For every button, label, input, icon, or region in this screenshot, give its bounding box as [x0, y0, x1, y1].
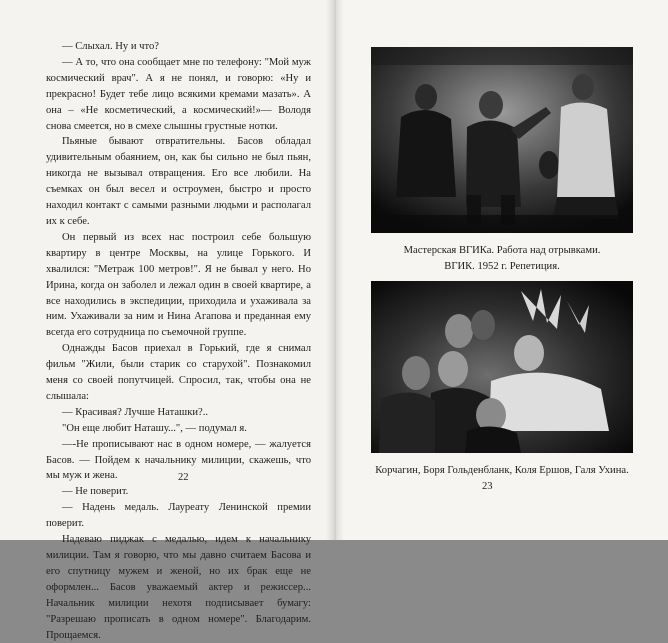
paragraph: — Слыхал. Ну и что? — [62, 41, 159, 52]
paragraph: Однажды Басов приехал в Горький, где я снимал фильм "Жили, были старик со старухой". Познакомил меня со своей попутчицей. Спросил, так, чтобы она не слышала: — [46, 343, 311, 402]
page-number-left: 22 — [178, 472, 189, 483]
paragraph: — Не поверит. — [62, 486, 129, 498]
photo-caption-2: Корчагин, Боря Гольденбланк, Коля Ершов, Галя Ухина. — [375, 465, 629, 476]
paragraph: — А то, что она сообщает мне по телефону: "Мой муж космический врач". А я не понял, и говорю: «Ну и прекрасно! Будет тебе лицо всякими кремами мазать». А она – «Не косметический, а космический!»— Володя снова смеется, но в смехе слышны грустные нотки. — [46, 56, 311, 132]
group-photo — [371, 281, 633, 453]
paragraph: Надеваю пиджак с медалью, идем к начальнику милиции. Там я говорю, что мы давно считаем Басова и его спутницу мужем и женой, но их брак еще не оформлен... Басов уважаемый актер и режиссер... Начальник милиции нехотя подписывает бумагу: "Разрешаю прописать в одном номере". Благодарим. Прощаемся. — [46, 534, 311, 641]
left-page — [0, 0, 334, 641]
caption-line: ВГИК. 1952 г. Репетиция. — [444, 260, 560, 272]
paragraph: Пьяные бывают отвратительны. Басов обладал удивительным обаянием, он, как бы сильно не был пьян, никогда не вызывал отвращения. Его все любили. На съемках он был весел и остроумен, быстро и просто находил контакт с самыми разными людьми и располагал их к себе. — [46, 136, 311, 227]
page-number-right: 23 — [482, 481, 493, 492]
book-gutter-shadow — [326, 0, 344, 540]
paragraph: — Надень медаль. Лауреату Ленинской премии поверит. — [46, 502, 311, 530]
paragraph: "Он еще любит Наташу...", — подумал я. — [62, 422, 247, 434]
body-text — [46, 39, 311, 643]
paragraph: — Красивая? Лучше Наташки?.. — [62, 406, 209, 418]
right-page — [334, 0, 668, 540]
paragraph: —-Не прописывают нас в одном номере, — жалуется Басов. — Пойдем к начальнику милиции, скажешь, что мы муж и жена. — [46, 438, 311, 482]
photo-caption-1 — [354, 243, 650, 274]
caption-line: Мастерская ВГИКа. Работа над отрывками. — [403, 245, 601, 256]
rehearsal-photo — [371, 47, 633, 233]
paragraph: Он первый из всех нас построил себе большую квартиру в центре Москвы, на улице Горького. И хвалился: "Метраж 100 метров!". Я не бывал у него. Но Ирина, когда он заболел и лежал один в своей квартире, а все находились в экспедиции, приходила и ухаживала за ним. Ухаживали за ним и Нина Агапова и преданная ему всегда его сотрудница по съемочной группе. — [46, 231, 311, 339]
